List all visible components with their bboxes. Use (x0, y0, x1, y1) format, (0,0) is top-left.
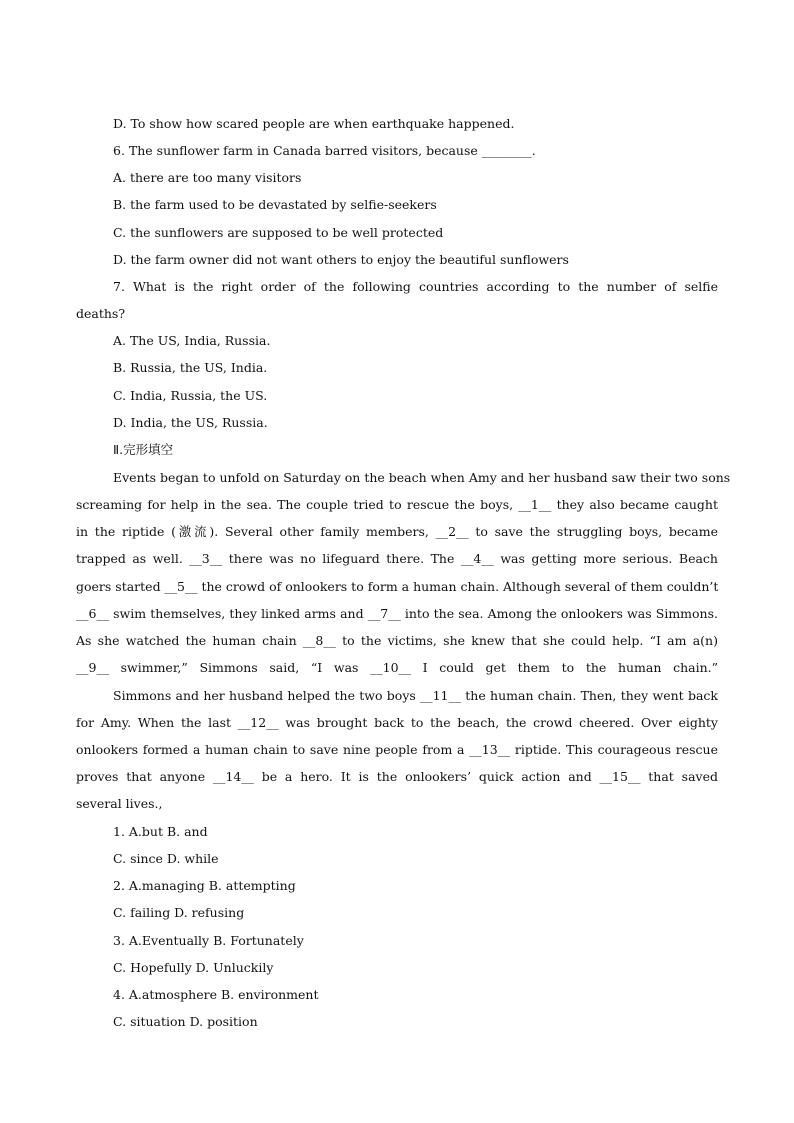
section-title-cloze: Ⅱ.完形填空 (113, 442, 174, 457)
passage-line: __6__ swim themselves, they linked arms and __7__ into the sea. Among the onlookers was Simmons. (76, 606, 718, 621)
passage-line: several lives., (76, 796, 163, 811)
q7-option-d: D. India, the US, Russia. (113, 415, 268, 430)
cloze-option: C. failing D. refusing (113, 905, 245, 920)
passage-line: for Amy. When the last __12__ was brought back to the beach, the crowd cheered. Over eighty (76, 715, 718, 730)
passage-line: __9__ swimmer,” Simmons said, “I was __10__ I could get them to the human chain.” (76, 660, 718, 675)
q6-stem: 6. The sunflower farm in Canada barred visitors, because ________. (113, 143, 536, 158)
passage-line: in the riptide (激流). Several other family members, __2__ to save the struggling boys, became (76, 524, 718, 539)
q6-option-c: C. the sunflowers are supposed to be well protected (113, 225, 444, 240)
passage-line: Events began to unfold on Saturday on the beach when Amy and her husband saw their two sons (113, 470, 731, 485)
cloze-option: 3. A.Eventually B. Fortunately (113, 933, 304, 948)
q7-stem-line1: 7. What is the right order of the following countries according to the number of selfie (113, 279, 718, 294)
passage-line: proves that anyone __14__ be a hero. It is the onlookers’ quick action and __15__ that saved (76, 769, 718, 784)
q7-stem-line2: deaths? (76, 306, 126, 321)
passage-line: As she watched the human chain __8__ to the victims, she knew that she could help. “I am a(n) (76, 633, 718, 648)
q7-option-a: A. The US, India, Russia. (113, 333, 271, 348)
passage-line: trapped as well. __3__ there was no lifeguard there. The __4__ was getting more serious. Beach (76, 551, 718, 566)
cloze-option: C. situation D. position (113, 1014, 258, 1029)
passage-line: screaming for help in the sea. The couple tried to rescue the boys, __1__ they also became caught (76, 497, 718, 512)
q6-option-d: D. the farm owner did not want others to enjoy the beautiful sunflowers (113, 252, 569, 267)
q5-option-d: D. To show how scared people are when earthquake happened. (113, 116, 515, 131)
q6-option-b: B. the farm used to be devastated by selfie-seekers (113, 197, 437, 212)
cloze-option: C. Hopefully D. Unluckily (113, 960, 274, 975)
cloze-option: C. since D. while (113, 851, 219, 866)
cloze-option: 4. A.atmosphere B. environment (113, 987, 319, 1002)
passage-line: Simmons and her husband helped the two boys __11__ the human chain. Then, they went back (113, 688, 718, 703)
q7-option-c: C. India, Russia, the US. (113, 388, 268, 403)
cloze-option: 1. A.but B. and (113, 824, 208, 839)
q7-option-b: B. Russia, the US, India. (113, 360, 268, 375)
q6-option-a: A. there are too many visitors (113, 170, 302, 185)
cloze-option: 2. A.managing B. attempting (113, 878, 296, 893)
passage-line: onlookers formed a human chain to save nine people from a __13__ riptide. This courageous rescue (76, 742, 718, 757)
passage-line: goers started __5__ the crowd of onlookers to form a human chain. Although several of them couldn’t (76, 579, 719, 594)
